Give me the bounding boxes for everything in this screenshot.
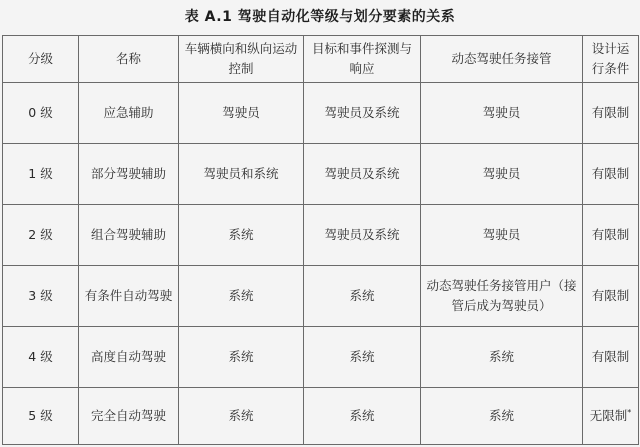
cell-motion-control: 系统 [179,205,304,266]
cell-level: 2 级 [3,205,79,266]
cell-level: 5 级 [3,388,79,445]
footnote-marker: * [627,407,632,417]
condition-text: 无限制 [589,408,628,423]
cell-operating-conditions: 有限制 [583,144,639,205]
cell-operating-conditions: 有限制 [583,327,639,388]
cell-motion-control: 驾驶员 [179,83,304,144]
cell-operating-conditions: 有限制 [583,205,639,266]
cell-motion-control: 驾驶员和系统 [179,144,304,205]
cell-takeover: 系统 [421,388,583,445]
cell-detection-response: 驾驶员及系统 [304,83,421,144]
cell-level: 0 级 [3,83,79,144]
header-name: 名称 [79,36,179,83]
cell-name: 完全自动驾驶 [79,388,179,445]
table-row [3,144,639,205]
cell-name: 高度自动驾驶 [79,327,179,388]
cell-detection-response: 系统 [304,327,421,388]
cell-detection-response: 系统 [304,388,421,445]
header-operating-conditions: 设计运行条件 [583,36,639,83]
cell-detection-response: 系统 [304,266,421,327]
cell-name: 应急辅助 [79,83,179,144]
table-row [3,388,639,445]
header-level: 分级 [3,36,79,83]
cell-takeover: 驾驶员 [421,205,583,266]
cell-operating-conditions: 有限制 [583,83,639,144]
cell-level: 3 级 [3,266,79,327]
cell-takeover: 驾驶员 [421,83,583,144]
cell-takeover: 动态驾驶任务接管用户（接管后成为驾驶员） [421,266,583,327]
cell-operating-conditions [583,388,639,445]
cell-takeover: 驾驶员 [421,144,583,205]
table-row [3,266,639,327]
table-row [3,327,639,388]
cell-motion-control: 系统 [179,327,304,388]
cell-takeover: 系统 [421,327,583,388]
cell-motion-control: 系统 [179,266,304,327]
table-caption: 表 A.1 驾驶自动化等级与划分要素的关系 [184,9,456,25]
cell-level: 1 级 [3,144,79,205]
cell-name: 组合驾驶辅助 [79,205,179,266]
cell-motion-control: 系统 [179,388,304,445]
cell-name: 有条件自动驾驶 [79,266,179,327]
cell-detection-response: 驾驶员及系统 [304,205,421,266]
table-row [3,205,639,266]
header-detection-response: 目标和事件探测与响应 [304,36,421,83]
cell-detection-response: 驾驶员及系统 [304,144,421,205]
header-takeover: 动态驾驶任务接管 [421,36,583,83]
automation-levels-table [2,35,639,445]
table-row [3,83,639,144]
cell-operating-conditions: 有限制 [583,266,639,327]
header-motion-control: 车辆横向和纵向运动控制 [179,36,304,83]
cell-level: 4 级 [3,327,79,388]
table-header-row [3,36,639,83]
cell-name: 部分驾驶辅助 [79,144,179,205]
